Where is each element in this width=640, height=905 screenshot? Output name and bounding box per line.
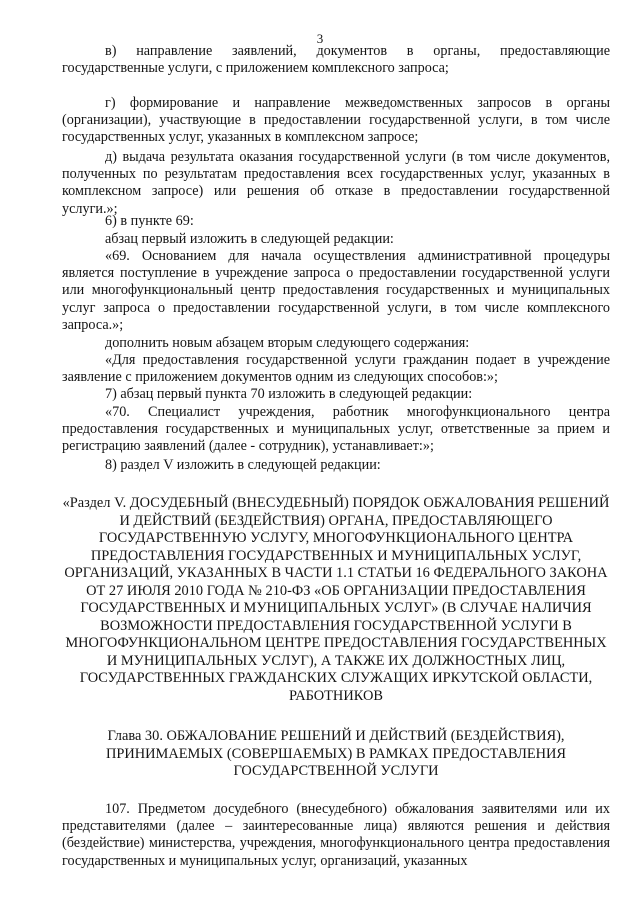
chapter-heading: Глава 30. ОБЖАЛОВАНИЕ РЕШЕНИЙ И ДЕЙСТВИЙ (БЕЗДЕЙСТВИЯ), ПРИНИМАЕМЫХ (СОВЕРШАЕМЫХ) В РАМКАХ ПРЕДОСТАВЛЕНИЯ ГОСУДАРСТВЕННОЙ УСЛУГИ	[105, 728, 567, 779]
paragraph-abzac-first: абзац первый изложить в следующей редакции:	[105, 231, 394, 247]
paragraph-item-v: в) направление заявлений, документов в органы, предоставляющие государственные услуги, с приложением комплексного запроса;	[62, 43, 610, 77]
paragraph-point-6: 6) в пункте 69:	[105, 213, 194, 229]
paragraph-quote-provision: «Для предоставления государственной услуги гражданин подает в учреждение заявление с приложением документов одним из следующих способов:»;	[62, 352, 610, 386]
section-heading: «Раздел V. ДОСУДЕБНЫЙ (ВНЕСУДЕБНЫЙ) ПОРЯДОК ОБЖАЛОВАНИЯ РЕШЕНИЙ И ДЕЙСТВИЙ (БЕЗДЕЙСТВИЯ) ОРГАНА, ПРЕДОСТАВЛЯЮЩЕГО ГОСУДАРСТВЕННУЮ УСЛУГУ, МНОГОФУНКЦИОНАЛЬНОГО ЦЕНТРА ПРЕДОСТАВЛЕНИЯ ГОСУДАРСТВЕННЫХ И МУНИЦИПАЛЬНЫХ УСЛУГ, ОРГАНИЗАЦИЙ, УКАЗАННЫХ В ЧАСТИ 1.1 СТАТЬИ 16 ФЕДЕРАЛЬНОГО ЗАКОНА ОТ 27 ИЮЛЯ 2010 ГОДА № 210-ФЗ «ОБ ОРГАНИЗАЦИИ ПРЕДОСТАВЛЕНИЯ ГОСУДАРСТВЕННЫХ И МУНИЦИПАЛЬНЫХ УСЛУГ» (В СЛУЧАЕ НАЛИЧИЯ ВОЗМОЖНОСТИ ПРЕДОСТАВЛЕНИЯ ГОСУДАРСТВЕННОЙ УСЛУГИ В МНОГОФУНКЦИОНАЛЬНОМ ЦЕНТРЕ ПРЕДОСТАВЛЕНИЯ ГОСУДАРСТВЕННЫХ И МУНИЦИПАЛЬНЫХ УСЛУГ), А ТАКЖЕ ИХ ДОЛЖНОСТНЫХ ЛИЦ, ГОСУДАРСТВЕННЫХ ГРАЖДАНСКИХ СЛУЖАЩИХ ИРКУТСКОЙ ОБЛАСТИ, РАБОТНИКОВ	[62, 495, 610, 704]
paragraph-item-d: д) выдача результата оказания государственной услуги (в том числе документов, полученных по результатам предоставления всех государственных услуг, указанных в комплексном запросе) или решения об отказе в предоставлении государственной услуги.»;	[62, 149, 610, 217]
paragraph-quote-70: «70. Специалист учреждения, работник многофункционального центра предоставления государственных и муниципальных услуг, ответственные за прием и регистрацию заявлений (далее - сотрудник), устанавливает:»;	[62, 404, 610, 455]
paragraph-107: 107. Предметом досудебного (внесудебного) обжалования заявителями или их представителями (далее – заинтересованные лица) являются решения и действия (бездействие) министерства, учреждения, многофункционального центра предоставления государственных и муниципальных услуг, организаций, указанных	[62, 801, 610, 869]
paragraph-quote-69: «69. Основанием для начала осуществления административной процедуры является поступление в учреждение запроса о предоставлении государственной услуги или многофункциональный центр предоставления государственных и муниципальных услуг запроса о предоставлении государственной услуги, в том числе комплексного запроса.»;	[62, 248, 610, 333]
paragraph-point-7: 7) абзац первый пункта 70 изложить в следующей редакции:	[105, 386, 473, 402]
paragraph-add-second: дополнить новым абзацем вторым следующего содержания:	[105, 335, 470, 351]
paragraph-point-8: 8) раздел V изложить в следующей редакции:	[105, 457, 381, 473]
paragraph-item-g: г) формирование и направление межведомственных запросов в органы (организации), участвующие в предоставлении государственной услуги, в том числе государственных услуг, указанных в комплексном запросе;	[62, 95, 610, 146]
page-number: 3	[316, 31, 324, 46]
